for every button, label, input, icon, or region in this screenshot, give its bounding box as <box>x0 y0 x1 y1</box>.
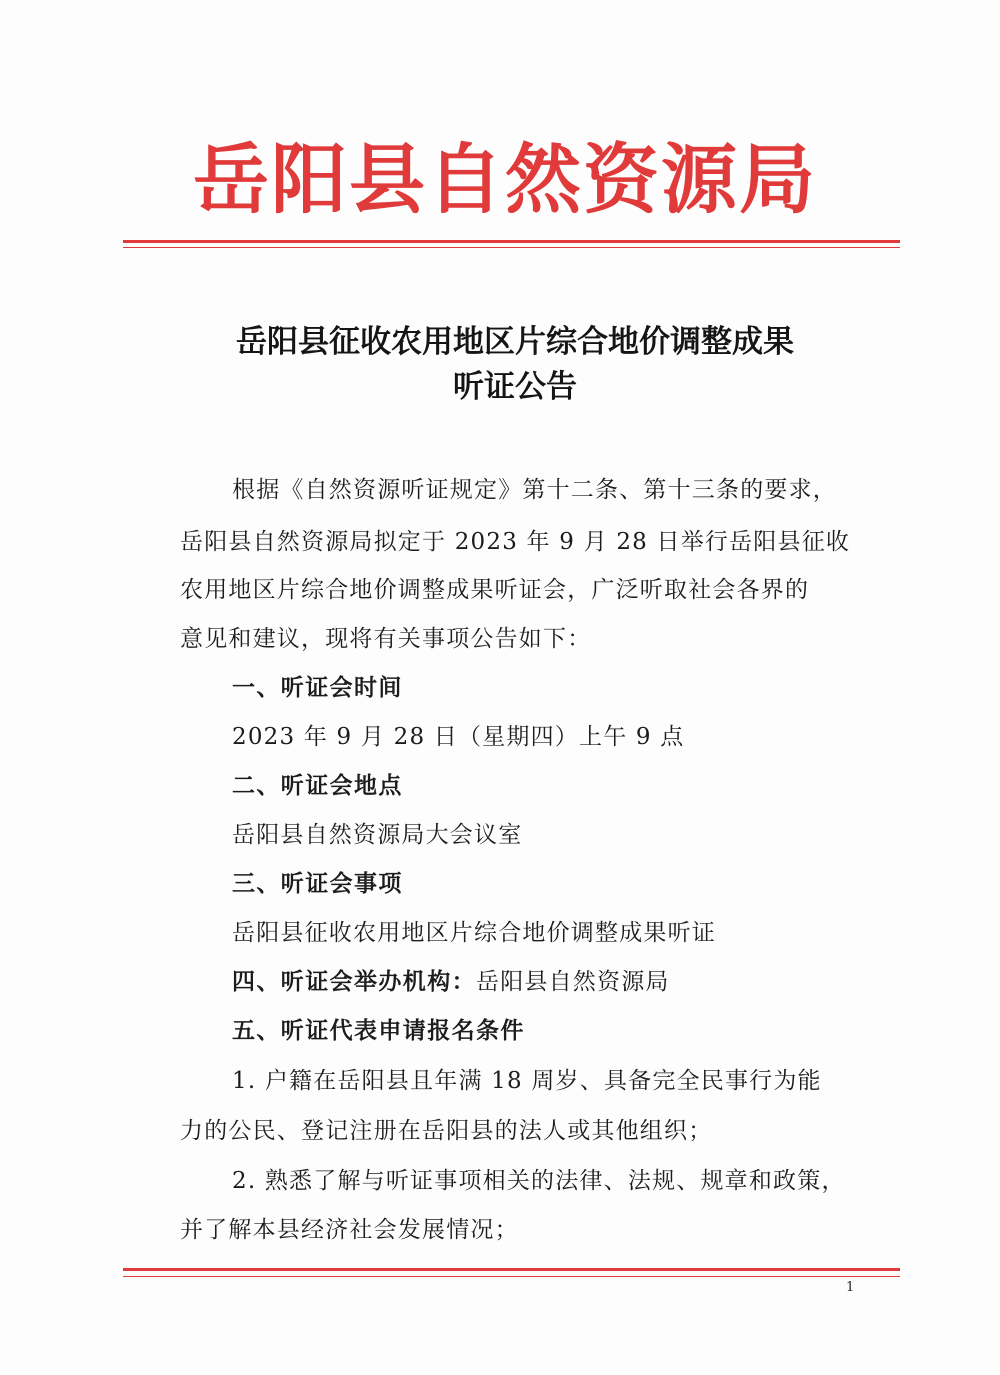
footer-red-rule-thin <box>123 1276 900 1277</box>
intro-line-4: 意见和建议，现将有关事项公告如下： <box>180 626 592 652</box>
intro-line-3: 农用地区片综合地价调整成果听证会，广泛听取社会各界的 <box>180 577 810 603</box>
document-title-line1: 岳阳县征收农用地区片综合地价调整成果 <box>236 324 794 360</box>
document-title-line2: 听证公告 <box>453 369 577 405</box>
footer-red-rule-thick <box>123 1268 900 1271</box>
organization-header: 岳阳县自然资源局 <box>193 135 817 224</box>
section5-heading: 五、听证代表申请报名条件 <box>232 1018 525 1044</box>
section1-heading: 一、听证会时间 <box>232 675 403 701</box>
section2-content: 岳阳县自然资源局大会议室 <box>232 822 523 848</box>
section5-item1-line1: 1. 户籍在岳阳县且年满 18 周岁、具备完全民事行为能 <box>232 1068 822 1094</box>
section3-heading: 三、听证会事项 <box>232 871 403 897</box>
section4-line <box>232 958 922 1006</box>
header-red-rule-thin <box>123 247 900 248</box>
section1-content: 2023 年 9 月 28 日（星期四）上午 9 点 <box>232 724 685 750</box>
section5-item2-line1: 2. 熟悉了解与听证事项相关的法律、法规、规章和政策， <box>232 1168 846 1194</box>
section3-content: 岳阳县征收农用地区片综合地价调整成果听证 <box>232 920 716 946</box>
section5-item1-line2: 力的公民、登记注册在岳阳县的法人或其他组织； <box>180 1118 713 1144</box>
section4-heading: 四、听证会举办机构： <box>232 969 476 995</box>
intro-line-2: 岳阳县自然资源局拟定于 2023 年 9 月 28 日举行岳阳县征收 <box>180 529 851 555</box>
section4-content: 岳阳县自然资源局 <box>476 969 670 995</box>
intro-line-1: 根据《自然资源听证规定》第十二条、第十三条的要求， <box>232 477 837 503</box>
section5-item2-line2: 并了解本县经济社会发展情况； <box>180 1217 519 1243</box>
header-red-rule-thick <box>123 240 900 243</box>
page-number: 1 <box>846 1280 855 1295</box>
section2-heading: 二、听证会地点 <box>232 773 403 799</box>
